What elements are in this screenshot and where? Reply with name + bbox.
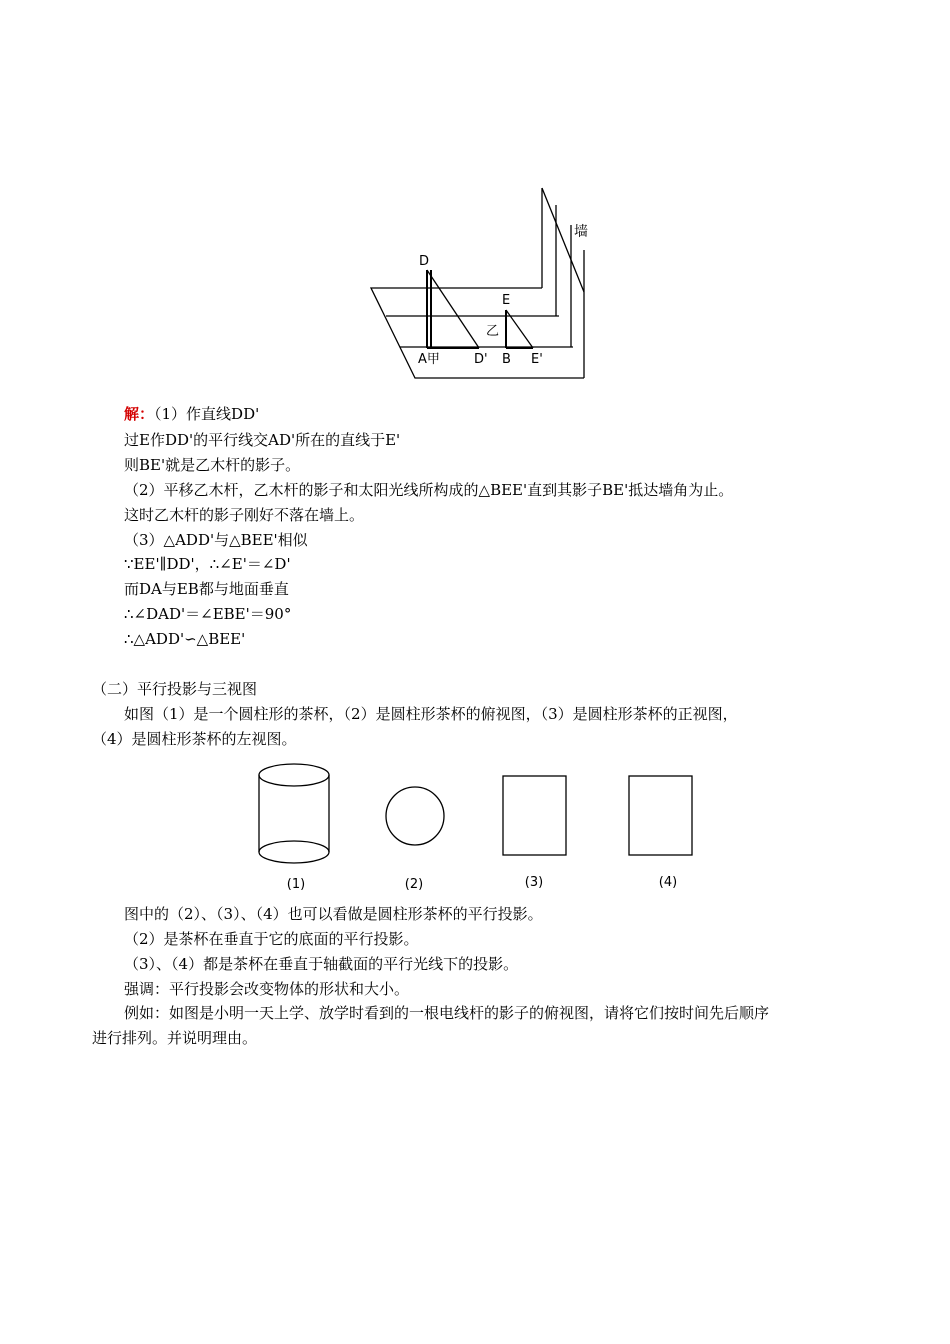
label-a-jia: A甲 [418,352,440,367]
label-d-prime: D' [474,352,488,367]
label-e: E [502,293,511,308]
label-d: D [419,254,430,269]
solution-line-4: （2）平移乙木杆，乙木杆的影子和太阳光线所构成的△BEE'直到其影子BE'抵达墙角为止。 [124,481,734,499]
section-para-line-1: 如图（1）是一个圆柱形的茶杯，（2）是圆柱形茶杯的俯视图，（3）是圆柱形茶杯的正视图， [124,705,738,723]
solution-line-2: 过E作DD'的平行线交AD'所在的直线于E' [124,431,401,449]
solution-line-9: ∴∠DAD'＝∠EBE'＝90° [124,605,292,623]
example-line-1: 例如：如图是小明一天上学、放学时看到的一根电线杆的影子的俯视图，请将它们按时间先后顺序 [124,1004,770,1022]
sunray-dd-prime [427,270,479,348]
front-view-rect [503,776,566,855]
caption-4: (4) [658,875,678,890]
cylinder-bottom [259,841,329,863]
label-b: B [502,352,511,367]
top-view-circle [386,787,444,845]
cylinder-views-figure [0,755,950,905]
solution-line-1 [124,404,259,424]
solution-line-3: 则BE'就是乙木杆的影子。 [124,456,301,474]
label-e-prime: E' [531,352,543,367]
label-wall: 墙 [574,224,588,240]
solution-line-10: ∴△ADD'∽△BEE' [124,630,246,648]
caption-2: (2) [404,877,424,892]
solution-label: 解： [124,405,155,423]
caption-1: (1) [286,877,306,892]
cylinder-top [259,764,329,786]
explain-line-3: （3）、（4）都是茶杯在垂直于轴截面的平行光线下的投影。 [124,955,519,973]
label-yi: 乙 [486,324,500,339]
solution-line-5: 这时乙木杆的影子刚好不落在墙上。 [124,506,365,524]
example-line-2: 进行排列。并说明理由。 [92,1029,258,1047]
solution-line-6: （3）△ADD'与△BEE'相似 [124,531,308,549]
section-para-line-2: （4）是圆柱形茶杯的左视图。 [92,730,297,748]
side-view-rect [629,776,692,855]
shadow-wall-figure [0,0,950,400]
caption-3: (3) [524,875,544,890]
wall-top-edge [542,188,584,292]
solution-line-8: 而DA与EB都与地面垂直 [124,580,289,598]
section-heading: （二）平行投影与三视图 [92,680,258,698]
solution-line-7: ∵EE'∥DD'，∴∠E'＝∠D' [124,555,291,573]
explain-line-2: （2）是茶杯在垂直于它的底面的平行投影。 [124,930,419,948]
solution-step-1: （1）作直线DD' [154,405,260,423]
emphasis-line: 强调：平行投影会改变物体的形状和大小。 [124,980,410,998]
explain-line-1: 图中的（2）、（3）、（4）也可以看做是圆柱形茶杯的平行投影。 [124,905,543,923]
